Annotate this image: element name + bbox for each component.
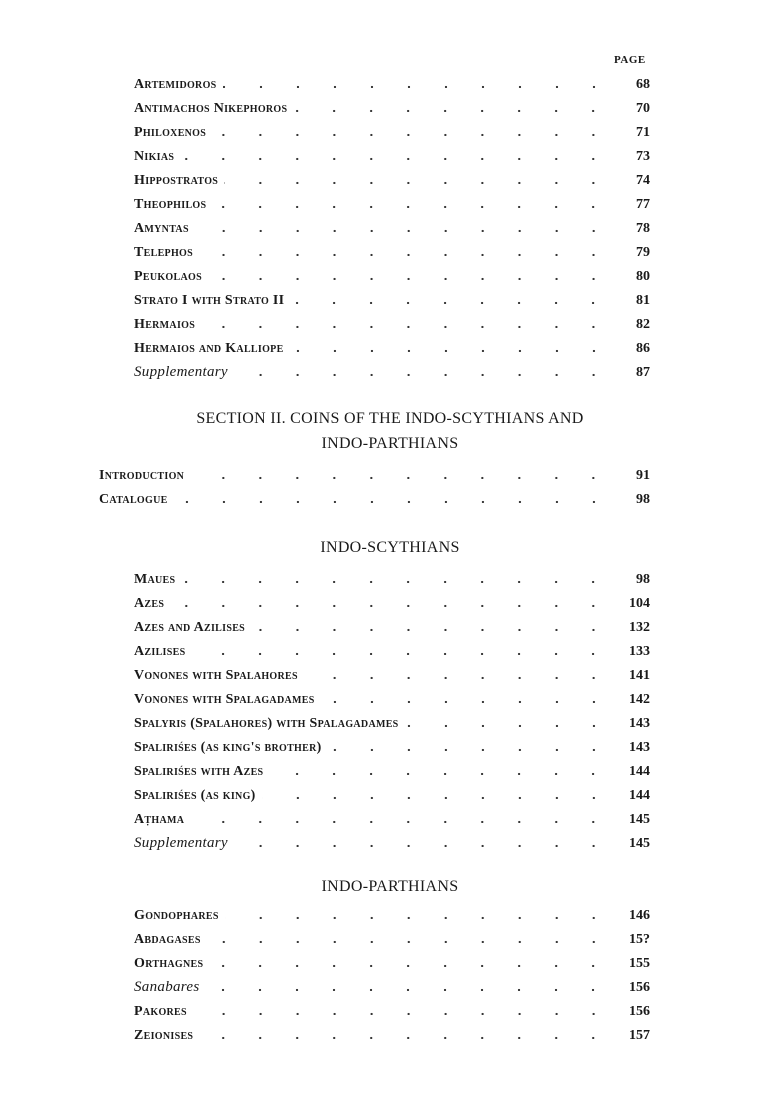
dot-leader	[193, 1001, 612, 1015]
toc-entry	[134, 833, 650, 855]
toc-entry	[134, 98, 650, 120]
entry-title: Catalogue	[99, 492, 168, 507]
entry-title: Sanabares	[134, 979, 200, 995]
entry-title: Antimachos Nikephoros	[134, 101, 288, 116]
entry-page-number: 71	[636, 125, 650, 140]
entry-page-number: 98	[636, 492, 650, 507]
toc-entry	[134, 338, 650, 360]
entry-page-number: 156	[629, 980, 650, 995]
entry-title: Philoxenos	[134, 125, 207, 140]
toc-entry	[134, 665, 650, 687]
dot-leader	[405, 713, 612, 727]
entry-page-number: 133	[629, 644, 650, 659]
entry-page-number: 81	[636, 293, 650, 308]
entry-title: Spalyris (Spalahores) with Spalagadames	[134, 716, 399, 731]
dot-leader	[208, 266, 612, 280]
entry-title: Hippostratos	[134, 173, 219, 188]
entry-page-number: 132	[629, 620, 650, 635]
toc-entry	[134, 242, 650, 264]
entry-title: Pakores	[134, 1004, 187, 1019]
section-heading: SECTION II. COINS OF THE INDO-SCYTHIANS AND	[196, 410, 584, 427]
entry-page-number: 15?	[629, 932, 650, 947]
entry-page-number: 104	[629, 596, 650, 611]
entry-page-number: 143	[629, 716, 650, 731]
toc-entry	[134, 593, 650, 615]
entry-title: Nikias	[134, 149, 175, 164]
toc-entry	[134, 74, 650, 96]
entry-title: Gondophares	[134, 908, 219, 923]
dot-leader	[190, 465, 612, 479]
entry-page-number: 156	[629, 1004, 650, 1019]
dot-leader	[269, 761, 612, 775]
dot-leader	[234, 833, 612, 847]
entry-title: Supplementary	[134, 835, 228, 851]
entry-title: Zeionises	[134, 1028, 194, 1043]
toc-entry	[134, 953, 650, 975]
toc-entry	[134, 1001, 650, 1023]
entry-page-number: 91	[636, 468, 650, 483]
entry-page-number: 68	[636, 77, 650, 92]
entry-page-number: 145	[629, 836, 650, 851]
entry-title: Telephos	[134, 245, 193, 260]
dot-leader	[328, 737, 612, 751]
entry-title: Aṭhama	[134, 812, 185, 827]
indo-parthians-heading: INDO-PARTHIANS	[321, 878, 459, 895]
toc-entry	[134, 266, 650, 288]
entry-title: Artemidoros	[134, 77, 217, 92]
dot-leader	[191, 641, 612, 655]
section-heading-cont: INDO-PARTHIANS	[321, 435, 459, 452]
toc-entry	[134, 362, 650, 384]
dot-leader	[234, 362, 612, 376]
toc-entry	[134, 977, 650, 999]
entry-title: Abdagases	[134, 932, 201, 947]
entry-title: Vonones with Spalahores	[134, 668, 298, 683]
dot-leader	[199, 1025, 612, 1039]
entry-page-number: 98	[636, 572, 650, 587]
entry-title: Maues	[134, 572, 176, 587]
dot-leader	[199, 242, 612, 256]
entry-title: Peukolaos	[134, 269, 202, 284]
dot-leader	[195, 218, 612, 232]
entry-page-number: 86	[636, 341, 650, 356]
toc-entry	[134, 713, 650, 735]
entry-page-number: 146	[629, 908, 650, 923]
dot-leader	[212, 194, 612, 208]
dot-leader	[293, 98, 612, 112]
toc-entry	[134, 809, 650, 831]
entry-page-number: 144	[629, 788, 650, 803]
toc-entry	[134, 170, 650, 192]
toc-entry	[134, 905, 650, 927]
entry-page-number: 144	[629, 764, 650, 779]
toc-entry	[99, 465, 650, 487]
entry-page-number: 143	[629, 740, 650, 755]
entry-page-number: 78	[636, 221, 650, 236]
dot-leader	[321, 689, 612, 703]
entry-page-number: 157	[629, 1028, 650, 1043]
entry-page-number: 80	[636, 269, 650, 284]
toc-entry	[134, 146, 650, 168]
entry-page-number: 77	[636, 197, 650, 212]
toc-entry	[99, 489, 650, 511]
entry-page-number: 142	[629, 692, 650, 707]
entry-title: Spaliriśes (as king's brother)	[134, 740, 322, 755]
entry-title: Supplementary	[134, 364, 228, 380]
entry-title: Azilises	[134, 644, 186, 659]
dot-leader	[290, 290, 612, 304]
entry-page-number: 87	[636, 365, 650, 380]
dot-leader	[170, 593, 612, 607]
toc-entry	[134, 617, 650, 639]
toc-entry	[134, 785, 650, 807]
dot-leader	[180, 146, 612, 160]
toc-entry	[134, 761, 650, 783]
entry-page-number: 141	[629, 668, 650, 683]
entry-title: Azes	[134, 596, 165, 611]
dot-leader	[224, 170, 612, 184]
dot-leader	[174, 489, 612, 503]
dot-leader	[225, 905, 612, 919]
entry-title: Orthagnes	[134, 956, 204, 971]
toc-entry	[134, 641, 650, 663]
toc-entry	[134, 737, 650, 759]
entry-title: Theophilos	[134, 197, 207, 212]
dot-leader	[207, 929, 612, 943]
dot-leader	[209, 953, 612, 967]
entry-title: Spaliriśes with Azes	[134, 764, 264, 779]
entry-title: Hermaios and Kalliope	[134, 341, 284, 356]
dot-leader	[181, 569, 612, 583]
dot-leader	[262, 785, 612, 799]
entry-title: Spaliriśes (as king)	[134, 788, 256, 803]
dot-leader	[201, 314, 612, 328]
dot-leader	[290, 338, 612, 352]
entry-page-number: 74	[636, 173, 650, 188]
toc-entry	[134, 689, 650, 711]
entry-page-number: 79	[636, 245, 650, 260]
toc-entry	[134, 122, 650, 144]
dot-leader	[205, 977, 612, 991]
entry-title: Strato I with Strato II	[134, 293, 285, 308]
toc-entry	[134, 290, 650, 312]
dot-leader	[190, 809, 612, 823]
entry-page-number: 70	[636, 101, 650, 116]
toc-entry	[134, 1025, 650, 1047]
entry-title: Vonones with Spalagadames	[134, 692, 315, 707]
toc-entry	[134, 314, 650, 336]
toc-entry	[134, 218, 650, 240]
entry-title: Introduction	[99, 468, 185, 483]
dot-leader	[304, 665, 612, 679]
indo-scythians-heading: INDO-SCYTHIANS	[320, 539, 460, 556]
entry-title: Hermaios	[134, 317, 196, 332]
dot-leader	[251, 617, 612, 631]
entry-page-number: 145	[629, 812, 650, 827]
toc-entry	[134, 194, 650, 216]
entry-page-number: 82	[636, 317, 650, 332]
page-column-label: PAGE	[614, 54, 646, 66]
entry-page-number: 155	[629, 956, 650, 971]
entry-title: Azes and Azilises	[134, 620, 246, 635]
entry-page-number: 73	[636, 149, 650, 164]
toc-entry	[134, 929, 650, 951]
dot-leader	[212, 122, 612, 136]
entry-title: Amyntas	[134, 221, 189, 236]
toc-entry	[134, 569, 650, 591]
dot-leader	[223, 74, 612, 88]
